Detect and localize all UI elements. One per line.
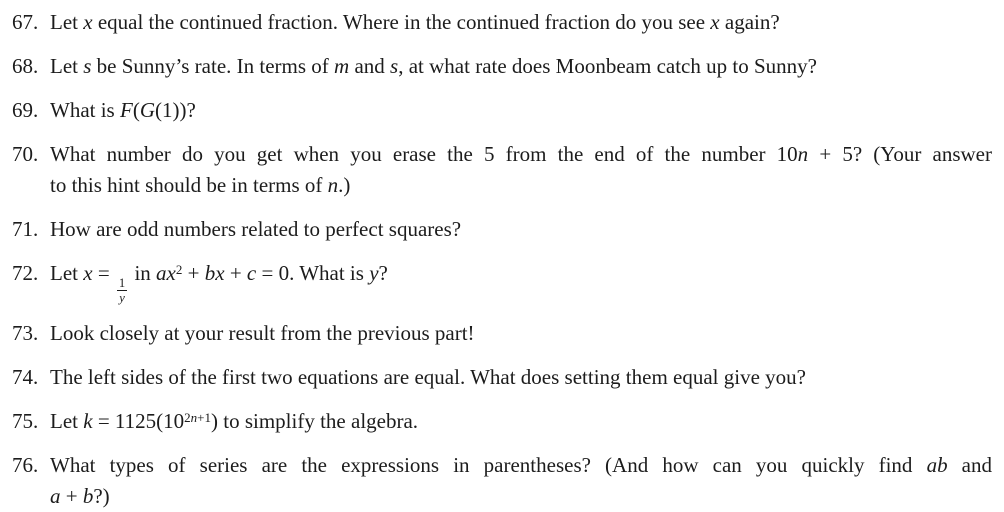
hint-text-line xyxy=(50,214,992,245)
text-segment: + 5? (Your answer xyxy=(808,142,992,166)
hint-text xyxy=(50,51,992,82)
math-superscript: n xyxy=(190,409,198,425)
math-variable: ab xyxy=(926,452,948,477)
math-variable: ax xyxy=(156,261,176,285)
text-segment: be Sunny’s rate. In terms of xyxy=(91,54,335,78)
math-variable: c xyxy=(246,261,257,285)
math-variable: x xyxy=(83,10,93,34)
math-variable: m xyxy=(334,54,350,78)
hint-item xyxy=(12,406,992,437)
hint-text-line xyxy=(50,406,992,437)
math-variable: s xyxy=(390,54,399,78)
hint-text-line xyxy=(50,258,992,305)
hint-text xyxy=(50,406,992,437)
hint-item xyxy=(12,214,992,245)
hint-item xyxy=(12,7,992,38)
text-segment: Let xyxy=(50,261,84,285)
hint-text-line xyxy=(50,318,992,349)
text-segment: ) to simplify the algebra. xyxy=(211,408,419,433)
text-segment: ( xyxy=(132,98,140,122)
hint-text xyxy=(50,139,992,201)
text-segment: (1))? xyxy=(154,98,196,122)
math-variable: x xyxy=(710,10,720,34)
hint-item xyxy=(12,318,992,349)
text-segment: , at what rate does Moonbeam catch up to Sunny? xyxy=(398,54,817,78)
text-segment: = 1125(10 xyxy=(92,408,185,433)
hint-item xyxy=(12,450,992,512)
text-segment: ?) xyxy=(93,483,110,508)
math-variable: n xyxy=(797,142,809,166)
text-segment: and xyxy=(349,54,391,78)
hint-item xyxy=(12,362,992,393)
text-segment: equal the continued fraction. Where in the continued fraction do you see xyxy=(92,10,711,34)
hint-number: 69. xyxy=(12,98,39,122)
math-variable: F xyxy=(119,98,133,122)
text-segment: ? xyxy=(378,261,388,285)
hint-text-line xyxy=(50,7,992,38)
hint-number: 71. xyxy=(12,217,39,241)
hint-number: 70. xyxy=(12,142,39,166)
text-segment: Let xyxy=(50,408,84,433)
math-superscript: 2 xyxy=(184,409,191,425)
math-variable: bx xyxy=(204,261,225,285)
text-segment: and xyxy=(947,452,993,477)
hint-number: 68. xyxy=(12,54,39,78)
math-variable: n xyxy=(327,173,339,197)
hint-number: 75. xyxy=(12,408,39,433)
hint-text-line xyxy=(50,362,992,393)
hint-text xyxy=(50,318,992,349)
hint-item xyxy=(12,51,992,82)
math-superscript: 2 xyxy=(175,261,183,277)
text-segment: = xyxy=(92,261,115,285)
hint-item xyxy=(12,95,992,126)
text-segment: Look closely at your result from the previous part! xyxy=(50,320,475,345)
text-segment: What types of series are the expressions in parentheses? (And how can you quickly find xyxy=(50,452,927,477)
math-variable: k xyxy=(83,408,93,433)
text-segment: .) xyxy=(338,173,351,197)
hint-text xyxy=(50,258,992,305)
hint-text xyxy=(50,95,992,126)
math-variable: G xyxy=(139,98,155,122)
hint-text-line xyxy=(50,51,992,82)
text-segment: + xyxy=(60,483,83,508)
hint-text xyxy=(50,214,992,245)
hint-text-line xyxy=(50,139,992,170)
text-segment: What is xyxy=(50,98,120,122)
text-segment: The left sides of the first two equations are equal. What does setting them equal give you? xyxy=(50,364,806,389)
text-segment: + xyxy=(182,261,205,285)
hint-text-line xyxy=(50,481,992,512)
fraction-numerator: 1 xyxy=(118,275,126,290)
text-segment: to this hint should be in terms of xyxy=(50,173,328,197)
text-segment: again? xyxy=(719,10,780,34)
text-segment: Let xyxy=(50,54,84,78)
math-variable: x xyxy=(83,261,93,285)
text-segment: What number do you get when you erase the 5 from the end of the number 10 xyxy=(50,142,798,166)
hint-text xyxy=(50,362,992,393)
text-segment: How are odd numbers related to perfect squares? xyxy=(50,217,462,241)
hint-item xyxy=(12,139,992,201)
hint-number: 72. xyxy=(12,261,39,285)
hint-text xyxy=(50,450,992,512)
hint-number: 76. xyxy=(12,452,39,477)
fraction xyxy=(117,277,127,305)
math-variable: b xyxy=(82,483,94,508)
hint-text-line xyxy=(50,95,992,126)
fraction-denominator: y xyxy=(119,290,125,305)
hint-list xyxy=(12,7,992,512)
hint-text-line xyxy=(50,450,992,481)
math-superscript: +1 xyxy=(197,409,212,425)
math-variable: a xyxy=(50,483,61,508)
text-segment: = 0. What is xyxy=(256,261,370,285)
math-variable: y xyxy=(369,261,379,285)
hint-number: 67. xyxy=(12,10,39,34)
hint-number: 74. xyxy=(12,364,39,389)
hint-item xyxy=(12,258,992,305)
text-segment: in xyxy=(129,261,157,285)
math-variable: s xyxy=(83,54,92,78)
text-segment: + xyxy=(224,261,247,285)
hint-text xyxy=(50,7,992,38)
text-segment: Let xyxy=(50,10,84,34)
hint-number: 73. xyxy=(12,320,39,345)
hint-text-line xyxy=(50,170,992,201)
